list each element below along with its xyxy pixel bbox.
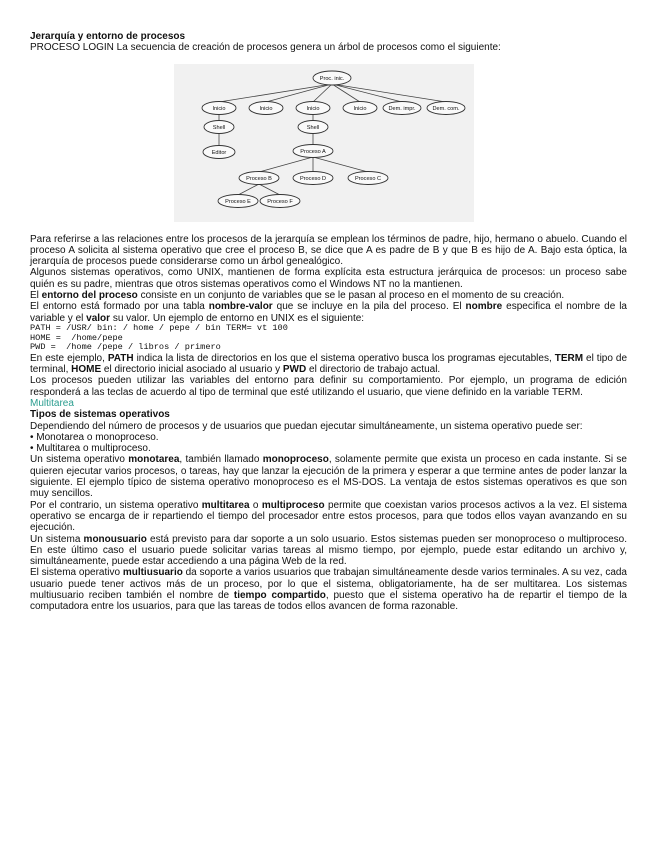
tree-label-inicio-4: Inicio: [353, 105, 367, 112]
paragraph-entorno: El entorno del proceso consiste en un conjunto de variables que se le pasan al proceso en el momento de su creación.: [30, 290, 565, 302]
bullet-multitarea: • Multitarea o multiproceso.: [30, 443, 627, 454]
paragraph-monousuario: Un sistema monousuario está previsto para dar soporte a un solo usuario. Estos sistemas pueden ser monoproceso o multiproceso. En este último caso el usuario puede solicitar varias tareas al mismo tiempo, por ejemplo, puede estar editando un archivo y, simultáneamente, puede estar accediendo a una página Web de la red.: [30, 533, 628, 568]
tree-label-dem-impr: Dem. impr.: [388, 105, 416, 112]
tree-label-proceso-a: Proceso A: [300, 148, 326, 155]
document-page: [30, 31, 627, 613]
paragraph-multiusuario: El sistema operativo multiusuario da soporte a varios usuarios que trabajan simultáneamente desde varios terminales. A su vez, cada usuario puede tener activos más de un proceso, por lo que el sistema, obligatoriamente, ha de ser multitarea. Los sistemas multiusuario reciben también el nombre de tiempo compartido, puesto que el sistema operativo ha de repartir el tiempo de la computadora entre los usuarios, para que las tareas de todos ellos avancen de forma razonable.: [30, 567, 627, 613]
bullet-monotarea: • Monotarea o monoproceso.: [30, 432, 627, 443]
paragraph-monotarea: Un sistema operativo monotarea, también llamado monoproceso, solamente permite que exista un proceso en cada instante. Si se quieren ejecutar varios procesos, o tareas, hay que lanzar la ejecución de la primera y esperar a que termine antes de poder lanzar la siguiente. El ejemplo típico de sistema operativo monoproceso es el MS-DOS. La ventaja de estos sistemas operativos es que son muy sencillos.: [30, 454, 627, 500]
tree-label-dem-com: Dem. com.: [432, 105, 460, 112]
section-title-tipos: Tipos de sistemas operativos: [30, 409, 170, 421]
tree-label-shell-1: Shell: [212, 124, 226, 131]
paragraph-unix: Algunos sistemas operativos, como UNIX, mantienen de forma explícita esta estructura jerárquica de procesos: un proceso sabe quién es su padre, mientras que otros sistemas operativos como el Windows NT no la mantienen.: [30, 267, 627, 290]
paragraph-comportamiento: Los procesos pueden utilizar las variables del entorno para definir su comportamiento. Por ejemplo, un programa de edición responderá a las teclas de acuerdo al tipo de terminal que esté utilizando el usuario, que viene definido en la variable TERM.: [30, 375, 627, 398]
tree-label-proceso-c: Proceso C: [354, 175, 382, 182]
paragraph-relaciones: Para referirse a las relaciones entre los procesos de la jerarquía se emplean los términos de padre, hijo, hermano o abuelo. Cuando el proceso A solicita al sistema operativo que cree el proceso B, se dice que A es padre de B y que B es hijo de A. Bajo esta óptica, la jerarquía de procesos puede considerarse como un árbol genealógico.: [30, 233, 627, 268]
multitarea-link[interactable]: Multitarea: [30, 397, 74, 409]
tree-label-proceso-f: Proceso F: [267, 198, 293, 205]
paragraph-ejemplo: En este ejemplo, PATH indica la lista de directorios en los que el sistema operativo busca los programas ejecutables, TERM el tipo de terminal, HOME el directorio inicial asociado al usuario y PWD el directorio de trabajo actual.: [30, 352, 628, 376]
tree-label-editor: Editor: [211, 149, 227, 156]
tree-label-inicio-2: Inicio: [259, 105, 273, 112]
intro-paragraph: PROCESO LOGIN La secuencia de creación de procesos genera un árbol de procesos como el siguiente:: [30, 42, 501, 54]
tree-label-proceso-d: Proceso D: [299, 175, 327, 182]
code-line-pwd: PWD = /home /pepe / libros / primero: [30, 342, 221, 353]
paragraph-multitarea: Por el contrario, un sistema operativo multitarea o multiproceso permite que coexistan varios procesos activos a la vez. El sistema operativo se encarga de ir repartiendo el tiempo del procesador entre estos procesos, para que todos ellos vayan avanzando en su ejecución.: [30, 499, 627, 534]
paragraph-tabla: El entorno está formado por una tabla nombre-valor que se incluye en la pila del proceso. El nombre especifica el nombre de la variable y el valor su valor. Un ejemplo de entorno en UNIX es el siguiente:: [30, 301, 627, 324]
code-line-home: HOME = /home/pepe: [30, 332, 123, 343]
section-title-jerarquia: Jerarquía y entorno de procesos: [30, 31, 186, 42]
paragraph-tipos-intro: Dependiendo del número de procesos y de usuarios que puedan ejecutar simultáneamente, un sistema operativo puede ser:: [30, 420, 583, 432]
process-tree-diagram: [174, 64, 474, 222]
tree-label-inicio-3: Inicio: [306, 105, 320, 112]
code-line-path: PATH = /USR/ bin: / home / pepe / bin TERM= vt 100: [30, 322, 288, 333]
tree-label-proceso-e: Proceso E: [225, 198, 251, 205]
process-tree-figure: [174, 64, 474, 222]
tree-label-shell-2: Shell: [306, 124, 320, 131]
tree-label-root: Proc. inic.: [319, 75, 345, 82]
tree-label-proceso-b: Proceso B: [246, 175, 272, 182]
tree-label-inicio-1: Inicio: [212, 105, 226, 112]
